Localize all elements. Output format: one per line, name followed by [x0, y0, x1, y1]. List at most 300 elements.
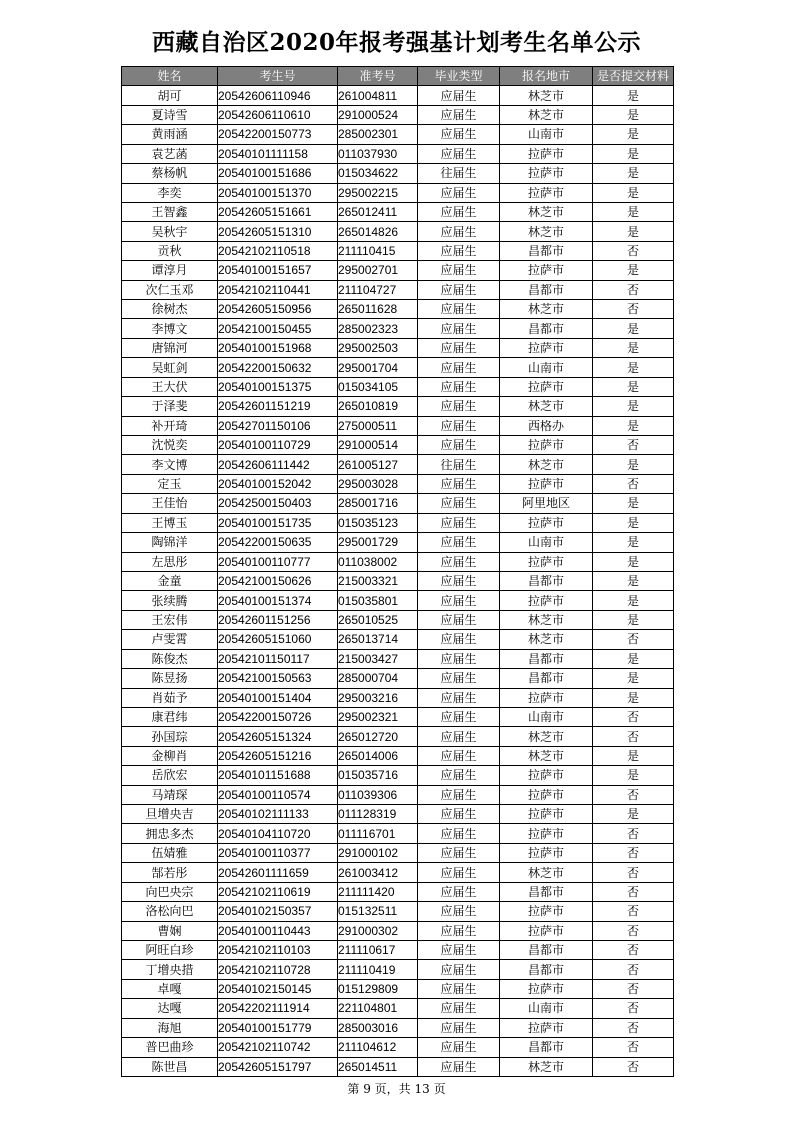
- table-row: [122, 1018, 674, 1037]
- cell-graduate-type: 应届生: [418, 591, 500, 610]
- cell-materials: 否: [593, 902, 674, 921]
- cell-graduate-type: 应届生: [418, 377, 500, 396]
- table-row: [122, 552, 674, 571]
- cell-materials: 否: [593, 863, 674, 882]
- header-name: 姓名: [122, 67, 218, 86]
- cell-materials: 是: [593, 649, 674, 668]
- cell-candidate-id: 20542101150117: [218, 649, 338, 668]
- cell-name: 李博文: [122, 319, 218, 338]
- cell-city: 拉萨市: [500, 979, 593, 998]
- cell-materials: 是: [593, 319, 674, 338]
- cell-materials: 否: [593, 280, 674, 299]
- table-row: [122, 571, 674, 590]
- cell-name: 陈俊杰: [122, 649, 218, 668]
- cell-name: 补开琦: [122, 416, 218, 435]
- cell-ticket-id: 265010525: [338, 610, 418, 629]
- cell-materials: 是: [593, 125, 674, 144]
- cell-ticket-id: 285003016: [338, 1018, 418, 1037]
- table-row: [122, 280, 674, 299]
- cell-name: 次仁玉邓: [122, 280, 218, 299]
- cell-city: 拉萨市: [500, 766, 593, 785]
- table-row: [122, 202, 674, 221]
- cell-ticket-id: 265012411: [338, 202, 418, 221]
- cell-materials: 否: [593, 1057, 674, 1076]
- cell-candidate-id: 20542100150563: [218, 669, 338, 688]
- cell-name: 李文博: [122, 455, 218, 474]
- cell-city: 拉萨市: [500, 805, 593, 824]
- cell-ticket-id: 015035716: [338, 766, 418, 785]
- cell-materials: 否: [593, 882, 674, 901]
- table-row: [122, 300, 674, 319]
- cell-city: 昌都市: [500, 571, 593, 590]
- cell-graduate-type: 应届生: [418, 979, 500, 998]
- cell-name: 金童: [122, 571, 218, 590]
- cell-graduate-type: 应届生: [418, 358, 500, 377]
- cell-name: 岳欣宏: [122, 766, 218, 785]
- cell-ticket-id: 291000102: [338, 843, 418, 862]
- cell-ticket-id: 011116701: [338, 824, 418, 843]
- cell-name: 康君纬: [122, 707, 218, 726]
- cell-ticket-id: 215003321: [338, 571, 418, 590]
- cell-materials: 否: [593, 843, 674, 862]
- cell-name: 徐树杰: [122, 300, 218, 319]
- cell-materials: 是: [593, 766, 674, 785]
- cell-candidate-id: 20540100110377: [218, 843, 338, 862]
- cell-graduate-type: 应届生: [418, 649, 500, 668]
- cell-candidate-id: 20540102150145: [218, 979, 338, 998]
- table-body: [122, 86, 674, 1077]
- cell-candidate-id: 20540100110574: [218, 785, 338, 804]
- cell-city: 拉萨市: [500, 377, 593, 396]
- cell-name: 陈昱扬: [122, 669, 218, 688]
- cell-city: 林芝市: [500, 202, 593, 221]
- cell-city: 山南市: [500, 707, 593, 726]
- cell-city: 林芝市: [500, 727, 593, 746]
- cell-candidate-id: 20540100152042: [218, 474, 338, 493]
- cell-ticket-id: 015132511: [338, 902, 418, 921]
- table-row: [122, 863, 674, 882]
- cell-materials: 是: [593, 183, 674, 202]
- cell-city: 昌都市: [500, 319, 593, 338]
- cell-materials: 否: [593, 436, 674, 455]
- cell-city: 拉萨市: [500, 1018, 593, 1037]
- table-row: [122, 999, 674, 1018]
- cell-city: 昌都市: [500, 882, 593, 901]
- cell-candidate-id: 20542102110742: [218, 1038, 338, 1057]
- cell-candidate-id: 20540100110729: [218, 436, 338, 455]
- cell-city: 拉萨市: [500, 921, 593, 940]
- cell-candidate-id: 20542605150956: [218, 300, 338, 319]
- table-header-row: [122, 67, 674, 86]
- cell-candidate-id: 20542606110946: [218, 86, 338, 105]
- cell-candidate-id: 20542605151060: [218, 630, 338, 649]
- cell-candidate-id: 20540100151404: [218, 688, 338, 707]
- cell-materials: 否: [593, 474, 674, 493]
- cell-city: 昌都市: [500, 1038, 593, 1057]
- cell-candidate-id: 20542601151256: [218, 610, 338, 629]
- cell-name: 孙国琮: [122, 727, 218, 746]
- cell-candidate-id: 20542202111914: [218, 999, 338, 1018]
- cell-graduate-type: 应届生: [418, 105, 500, 124]
- cell-candidate-id: 20540100151968: [218, 338, 338, 357]
- cell-materials: 否: [593, 1038, 674, 1057]
- table-row: [122, 1038, 674, 1057]
- cell-candidate-id: 20542606111442: [218, 455, 338, 474]
- cell-name: 吴秋宇: [122, 222, 218, 241]
- table-row: [122, 746, 674, 765]
- cell-name: 谭淳月: [122, 261, 218, 280]
- cell-graduate-type: 应届生: [418, 416, 500, 435]
- cell-city: 拉萨市: [500, 183, 593, 202]
- header-candidate-id: 考生号: [218, 67, 338, 86]
- candidate-table: [121, 66, 674, 1077]
- page-footer: 第 9 页，共 13 页: [347, 1082, 446, 1096]
- cell-materials: 是: [593, 261, 674, 280]
- cell-name: 海旭: [122, 1018, 218, 1037]
- table-row: [122, 397, 674, 416]
- cell-graduate-type: 应届生: [418, 494, 500, 513]
- cell-name: 阿旺白珍: [122, 940, 218, 959]
- table-row: [122, 358, 674, 377]
- cell-candidate-id: 20540101151688: [218, 766, 338, 785]
- cell-city: 林芝市: [500, 455, 593, 474]
- cell-candidate-id: 20540100110777: [218, 552, 338, 571]
- cell-name: 普巴曲珍: [122, 1038, 218, 1057]
- cell-city: 山南市: [500, 125, 593, 144]
- cell-name: 马靖琛: [122, 785, 218, 804]
- cell-ticket-id: 265012720: [338, 727, 418, 746]
- cell-graduate-type: 应届生: [418, 630, 500, 649]
- table-row: [122, 649, 674, 668]
- cell-graduate-type: 应届生: [418, 902, 500, 921]
- table-row: [122, 688, 674, 707]
- cell-graduate-type: 应届生: [418, 610, 500, 629]
- cell-candidate-id: 20540104110720: [218, 824, 338, 843]
- cell-candidate-id: 20542605151216: [218, 746, 338, 765]
- cell-graduate-type: 应届生: [418, 86, 500, 105]
- cell-graduate-type: 应届生: [418, 785, 500, 804]
- cell-ticket-id: 015129809: [338, 979, 418, 998]
- cell-materials: 是: [593, 552, 674, 571]
- cell-materials: 是: [593, 222, 674, 241]
- cell-materials: 否: [593, 999, 674, 1018]
- table-row: [122, 533, 674, 552]
- cell-candidate-id: 20542200150632: [218, 358, 338, 377]
- cell-city: 拉萨市: [500, 474, 593, 493]
- cell-ticket-id: 295002321: [338, 707, 418, 726]
- table-row: [122, 727, 674, 746]
- cell-name: 伍婧雅: [122, 843, 218, 862]
- cell-name: 王博玉: [122, 513, 218, 532]
- cell-name: 蔡杨帆: [122, 164, 218, 183]
- cell-name: 拥忠多杰: [122, 824, 218, 843]
- cell-graduate-type: 应届生: [418, 474, 500, 493]
- cell-candidate-id: 20542200150773: [218, 125, 338, 144]
- cell-ticket-id: 265011628: [338, 300, 418, 319]
- cell-graduate-type: 应届生: [418, 1018, 500, 1037]
- cell-ticket-id: 011128319: [338, 805, 418, 824]
- cell-graduate-type: 应届生: [418, 183, 500, 202]
- cell-city: 山南市: [500, 358, 593, 377]
- cell-graduate-type: 应届生: [418, 338, 500, 357]
- table-row: [122, 86, 674, 105]
- cell-graduate-type: 应届生: [418, 222, 500, 241]
- cell-materials: 否: [593, 630, 674, 649]
- cell-city: 林芝市: [500, 746, 593, 765]
- header-city: 报名地市: [500, 67, 593, 86]
- cell-graduate-type: 应届生: [418, 940, 500, 959]
- cell-graduate-type: 应届生: [418, 397, 500, 416]
- cell-graduate-type: 应届生: [418, 552, 500, 571]
- table-row: [122, 125, 674, 144]
- cell-candidate-id: 20540102111133: [218, 805, 338, 824]
- cell-city: 拉萨市: [500, 552, 593, 571]
- cell-candidate-id: 20542605151661: [218, 202, 338, 221]
- cell-candidate-id: 20542200150726: [218, 707, 338, 726]
- cell-city: 林芝市: [500, 1057, 593, 1076]
- cell-ticket-id: 011039306: [338, 785, 418, 804]
- cell-ticket-id: 015035123: [338, 513, 418, 532]
- cell-materials: 否: [593, 241, 674, 260]
- cell-graduate-type: 应届生: [418, 144, 500, 163]
- cell-graduate-type: 应届生: [418, 727, 500, 746]
- cell-city: 西格办: [500, 416, 593, 435]
- cell-ticket-id: 015034105: [338, 377, 418, 396]
- cell-candidate-id: 20542200150635: [218, 533, 338, 552]
- cell-candidate-id: 20542102110441: [218, 280, 338, 299]
- cell-name: 丁增央措: [122, 960, 218, 979]
- cell-materials: 是: [593, 494, 674, 513]
- cell-graduate-type: 应届生: [418, 805, 500, 824]
- cell-materials: 是: [593, 416, 674, 435]
- cell-name: 张续腾: [122, 591, 218, 610]
- table-row: [122, 319, 674, 338]
- table-row: [122, 164, 674, 183]
- cell-ticket-id: 295002503: [338, 338, 418, 357]
- cell-candidate-id: 20542605151324: [218, 727, 338, 746]
- cell-graduate-type: 应届生: [418, 202, 500, 221]
- cell-graduate-type: 应届生: [418, 241, 500, 260]
- document-title: 西藏自治区2020年报考强基计划考生名单公示: [151, 29, 641, 56]
- cell-materials: 是: [593, 591, 674, 610]
- cell-materials: 是: [593, 455, 674, 474]
- table-row: [122, 669, 674, 688]
- table-row: [122, 144, 674, 163]
- cell-ticket-id: 265014511: [338, 1057, 418, 1076]
- cell-ticket-id: 285002301: [338, 125, 418, 144]
- cell-ticket-id: 265014826: [338, 222, 418, 241]
- cell-ticket-id: 295002701: [338, 261, 418, 280]
- cell-graduate-type: 应届生: [418, 1057, 500, 1076]
- cell-candidate-id: 20542606110610: [218, 105, 338, 124]
- cell-ticket-id: 211110415: [338, 241, 418, 260]
- cell-graduate-type: 应届生: [418, 319, 500, 338]
- cell-candidate-id: 20542605151797: [218, 1057, 338, 1076]
- table-row: [122, 921, 674, 940]
- table-row: [122, 416, 674, 435]
- cell-city: 拉萨市: [500, 144, 593, 163]
- table-row: [122, 222, 674, 241]
- cell-city: 林芝市: [500, 630, 593, 649]
- cell-materials: 是: [593, 688, 674, 707]
- cell-materials: 否: [593, 979, 674, 998]
- cell-ticket-id: 211110419: [338, 960, 418, 979]
- table-row: [122, 474, 674, 493]
- cell-name: 胡可: [122, 86, 218, 105]
- cell-city: 拉萨市: [500, 338, 593, 357]
- cell-name: 洛松向巴: [122, 902, 218, 921]
- cell-graduate-type: 应届生: [418, 882, 500, 901]
- cell-name: 向巴央宗: [122, 882, 218, 901]
- cell-city: 山南市: [500, 533, 593, 552]
- cell-city: 林芝市: [500, 86, 593, 105]
- cell-name: 定玉: [122, 474, 218, 493]
- cell-ticket-id: 285002323: [338, 319, 418, 338]
- table-row: [122, 766, 674, 785]
- table-row: [122, 805, 674, 824]
- cell-city: 昌都市: [500, 940, 593, 959]
- cell-name: 卓嘎: [122, 979, 218, 998]
- cell-materials: 否: [593, 960, 674, 979]
- cell-name: 王佳怡: [122, 494, 218, 513]
- cell-city: 林芝市: [500, 397, 593, 416]
- cell-graduate-type: 应届生: [418, 125, 500, 144]
- cell-materials: 否: [593, 1018, 674, 1037]
- cell-name: 陈世昌: [122, 1057, 218, 1076]
- cell-ticket-id: 291000302: [338, 921, 418, 940]
- cell-ticket-id: 295003216: [338, 688, 418, 707]
- cell-city: 林芝市: [500, 863, 593, 882]
- cell-name: 达嘎: [122, 999, 218, 1018]
- table-row: [122, 338, 674, 357]
- cell-name: 肖茹予: [122, 688, 218, 707]
- table-row: [122, 494, 674, 513]
- cell-city: 拉萨市: [500, 902, 593, 921]
- cell-candidate-id: 20542701150106: [218, 416, 338, 435]
- table-row: [122, 436, 674, 455]
- cell-ticket-id: 295002215: [338, 183, 418, 202]
- table-row: [122, 183, 674, 202]
- cell-ticket-id: 261005127: [338, 455, 418, 474]
- table-row: [122, 902, 674, 921]
- cell-candidate-id: 20542102110103: [218, 940, 338, 959]
- cell-name: 卢雯霄: [122, 630, 218, 649]
- cell-graduate-type: 应届生: [418, 280, 500, 299]
- cell-materials: 是: [593, 669, 674, 688]
- cell-name: 于泽斐: [122, 397, 218, 416]
- cell-ticket-id: 221104801: [338, 999, 418, 1018]
- cell-materials: 是: [593, 358, 674, 377]
- cell-candidate-id: 20542601151219: [218, 397, 338, 416]
- cell-materials: 是: [593, 397, 674, 416]
- cell-graduate-type: 应届生: [418, 688, 500, 707]
- cell-ticket-id: 285000704: [338, 669, 418, 688]
- cell-ticket-id: 295001704: [338, 358, 418, 377]
- table-row: [122, 513, 674, 532]
- table-row: [122, 261, 674, 280]
- cell-candidate-id: 20540100151370: [218, 183, 338, 202]
- cell-candidate-id: 20540100151686: [218, 164, 338, 183]
- cell-ticket-id: 291000524: [338, 105, 418, 124]
- cell-candidate-id: 20540101111158: [218, 144, 338, 163]
- cell-graduate-type: 应届生: [418, 999, 500, 1018]
- table-row: [122, 630, 674, 649]
- cell-materials: 是: [593, 746, 674, 765]
- cell-ticket-id: 015035801: [338, 591, 418, 610]
- cell-name: 郜若彤: [122, 863, 218, 882]
- cell-city: 拉萨市: [500, 785, 593, 804]
- cell-name: 王智鑫: [122, 202, 218, 221]
- cell-ticket-id: 295001729: [338, 533, 418, 552]
- cell-city: 昌都市: [500, 280, 593, 299]
- cell-city: 拉萨市: [500, 513, 593, 532]
- cell-graduate-type: 应届生: [418, 921, 500, 940]
- cell-ticket-id: 261003412: [338, 863, 418, 882]
- table-row: [122, 591, 674, 610]
- cell-name: 黄雨涵: [122, 125, 218, 144]
- cell-materials: 是: [593, 377, 674, 396]
- cell-name: 沈悦奕: [122, 436, 218, 455]
- table-row: [122, 707, 674, 726]
- cell-graduate-type: 应届生: [418, 513, 500, 532]
- cell-materials: 是: [593, 571, 674, 590]
- cell-graduate-type: 应届生: [418, 707, 500, 726]
- cell-ticket-id: 265010819: [338, 397, 418, 416]
- cell-name: 袁艺菡: [122, 144, 218, 163]
- cell-graduate-type: 往届生: [418, 455, 500, 474]
- cell-name: 金柳肖: [122, 746, 218, 765]
- cell-city: 拉萨市: [500, 688, 593, 707]
- cell-materials: 是: [593, 202, 674, 221]
- cell-ticket-id: 275000511: [338, 416, 418, 435]
- table-row: [122, 979, 674, 998]
- table-row: [122, 960, 674, 979]
- cell-candidate-id: 20542102110728: [218, 960, 338, 979]
- cell-city: 林芝市: [500, 105, 593, 124]
- cell-ticket-id: 211104612: [338, 1038, 418, 1057]
- table-row: [122, 455, 674, 474]
- cell-city: 拉萨市: [500, 843, 593, 862]
- table-row: [122, 105, 674, 124]
- cell-city: 山南市: [500, 999, 593, 1018]
- cell-name: 王大伏: [122, 377, 218, 396]
- cell-city: 拉萨市: [500, 164, 593, 183]
- cell-city: 林芝市: [500, 300, 593, 319]
- cell-city: 昌都市: [500, 960, 593, 979]
- cell-materials: 否: [593, 921, 674, 940]
- cell-city: 拉萨市: [500, 261, 593, 280]
- cell-candidate-id: 20540100151374: [218, 591, 338, 610]
- cell-materials: 否: [593, 824, 674, 843]
- cell-city: 昌都市: [500, 649, 593, 668]
- cell-graduate-type: 应届生: [418, 766, 500, 785]
- cell-name: 吴虹剑: [122, 358, 218, 377]
- table-row: [122, 940, 674, 959]
- cell-ticket-id: 295003028: [338, 474, 418, 493]
- cell-ticket-id: 211104727: [338, 280, 418, 299]
- cell-ticket-id: 265013714: [338, 630, 418, 649]
- table-row: [122, 1057, 674, 1076]
- cell-ticket-id: 011037930: [338, 144, 418, 163]
- cell-candidate-id: 20540100110443: [218, 921, 338, 940]
- cell-candidate-id: 20540100151375: [218, 377, 338, 396]
- cell-ticket-id: 291000514: [338, 436, 418, 455]
- cell-city: 拉萨市: [500, 591, 593, 610]
- cell-materials: 是: [593, 610, 674, 629]
- cell-graduate-type: 应届生: [418, 571, 500, 590]
- cell-candidate-id: 20540100151657: [218, 261, 338, 280]
- cell-graduate-type: 应届生: [418, 436, 500, 455]
